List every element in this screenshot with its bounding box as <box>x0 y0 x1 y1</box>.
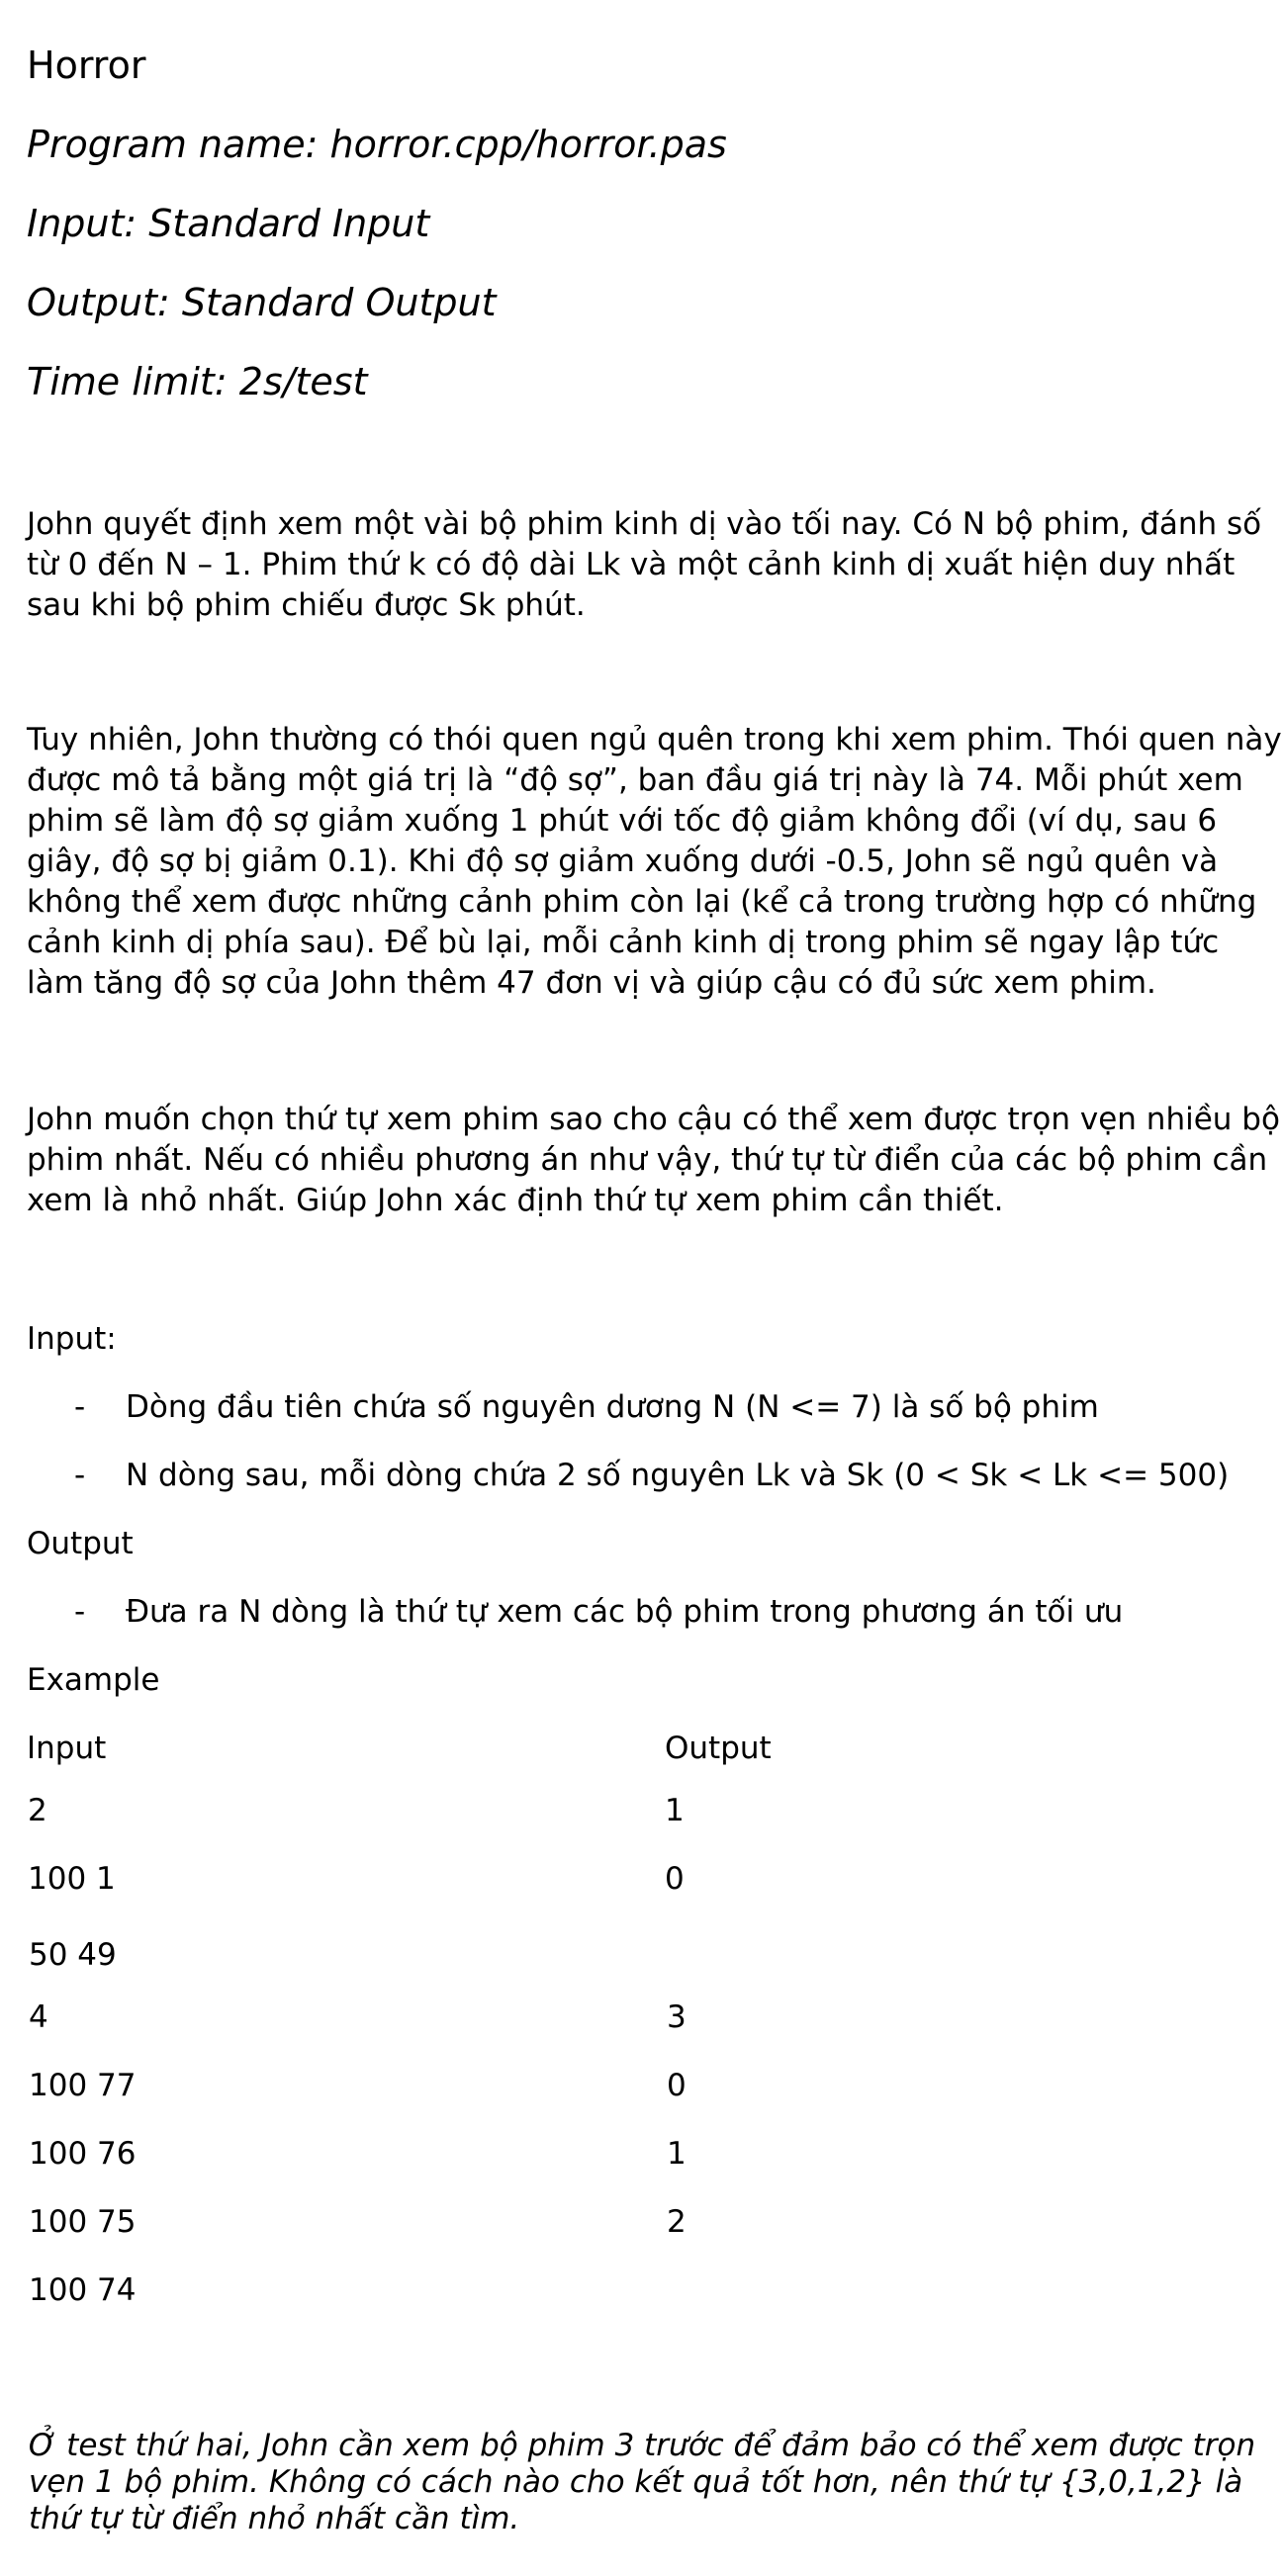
input-bullet-1 <box>74 1387 1099 1428</box>
text-line: thứ tự từ điển nhỏ nhất cần tìm. <box>29 2501 520 2536</box>
example-output-line: 1 <box>665 1793 685 1828</box>
bullet-text: Đưa ra N dòng là thứ tự xem các bộ phim trong phương án tối ưu <box>126 1594 1124 1630</box>
input-section-label: Input: <box>27 1321 117 1357</box>
bullet-text: N dòng sau, mỗi dòng chứa 2 số nguyên Lk và Sk (0 < Sk < Lk <= 500) <box>126 1458 1230 1493</box>
statement-paragraph-2 <box>27 720 1282 1004</box>
example-note <box>29 2428 1255 2537</box>
text-line: xem là nhỏ nhất. Giúp John xác định thứ tự xem phim cần thiết. <box>27 1183 1004 1218</box>
example-output-line: 3 <box>667 1999 687 2035</box>
input-spec: Input: Standard Input <box>27 202 430 245</box>
text-line: không thể xem được những cảnh phim còn lại (kể cả trong trường hợp có những <box>27 884 1257 920</box>
text-line: được mô tả bằng một giá trị là “độ sợ”, ban đầu giá trị này là 74. Mỗi phút xem <box>27 762 1243 798</box>
bullet-dash: - <box>74 1389 86 1425</box>
example-output-header: Output <box>665 1731 772 1766</box>
text-line: phim nhất. Nếu có nhiều phương án như vậy, thứ tự từ điển của các bộ phim cần <box>27 1142 1268 1178</box>
example-output-line: 0 <box>667 2068 687 2103</box>
program-name: Program name: horror.cpp/horror.pas <box>27 123 727 166</box>
text-line: giây, độ sợ bị giảm 0.1). Khi độ sợ giảm xuống dưới -0.5, John sẽ ngủ quên và <box>27 844 1219 879</box>
example-input-line: 50 49 <box>29 1937 117 1973</box>
text-line: phim sẽ làm độ sợ giảm xuống 1 phút với tốc độ giảm không đổi (ví dụ, sau 6 <box>27 803 1218 839</box>
statement-paragraph-3 <box>27 1100 1280 1221</box>
text-line: John quyết định xem một vài bộ phim kinh dị vào tối nay. Có N bộ phim, đánh số <box>27 506 1262 542</box>
statement-paragraph-1 <box>27 504 1263 626</box>
example-input-line: 100 75 <box>29 2204 137 2240</box>
example-input-line: 2 <box>28 1793 47 1828</box>
bullet-dash: - <box>74 1458 86 1493</box>
text-line: làm tăng độ sợ của John thêm 47 đơn vị và giúp cậu có đủ sức xem phim. <box>27 965 1156 1001</box>
example-label: Example <box>27 1662 160 1698</box>
bullet-dash: - <box>74 1594 86 1630</box>
text-line: John muốn chọn thứ tự xem phim sao cho cậu có thể xem được trọn vẹn nhiều bộ <box>27 1102 1280 1137</box>
output-bullet-1 <box>74 1592 1123 1633</box>
example-input-line: 100 1 <box>28 1861 116 1897</box>
text-line: Tuy nhiên, John thường có thói quen ngủ quên trong khi xem phim. Thói quen này <box>27 722 1282 757</box>
text-line: cảnh kinh dị phía sau). Để bù lại, mỗi cảnh kinh dị trong phim sẽ ngay lập tức <box>27 925 1220 960</box>
text-line: sau khi bộ phim chiếu được Sk phút. <box>27 587 586 623</box>
example-input-header: Input <box>27 1731 107 1766</box>
example-input-line: 100 74 <box>29 2272 137 2308</box>
text-line: vẹn 1 bộ phim. Không có cách nào cho kết quả tốt hơn, nên thứ tự {3,0,1,2} là <box>29 2464 1243 2500</box>
text-line: Ở test thứ hai, John cần xem bộ phim 3 trước để đảm bảo có thể xem được trọn <box>29 2428 1256 2463</box>
time-limit: Time limit: 2s/test <box>27 360 368 403</box>
output-spec: Output: Standard Output <box>27 281 497 324</box>
example-input-line: 100 76 <box>29 2136 137 2172</box>
bullet-text: Dòng đầu tiên chứa số nguyên dương N (N <= 7) là số bộ phim <box>126 1389 1099 1425</box>
example-input-line: 100 77 <box>29 2068 137 2103</box>
problem-title: Horror <box>27 44 146 87</box>
example-output-line: 1 <box>667 2136 687 2172</box>
example-input-line: 4 <box>29 1999 48 2035</box>
example-output-line: 0 <box>665 1861 685 1897</box>
input-bullet-2 <box>74 1456 1229 1496</box>
example-output-line: 2 <box>667 2204 687 2240</box>
text-line: từ 0 đến N – 1. Phim thứ k có độ dài Lk và một cảnh kinh dị xuất hiện duy nhất <box>27 547 1236 582</box>
output-section-label: Output <box>27 1526 134 1561</box>
